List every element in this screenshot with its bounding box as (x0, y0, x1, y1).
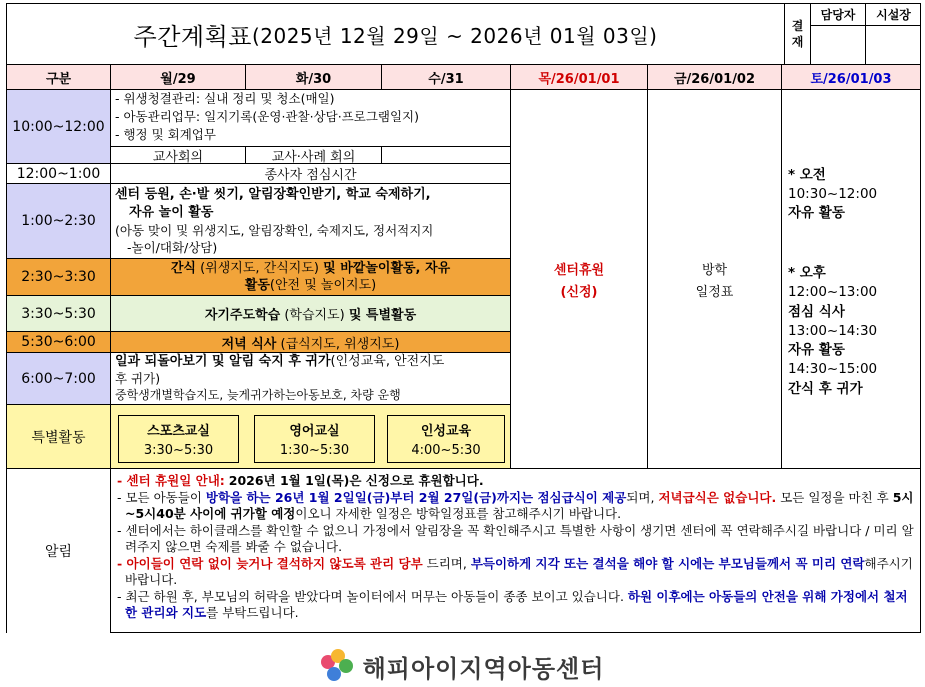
col-saturday: 토/26/01/03 (782, 65, 920, 90)
center-logo (0, 648, 925, 684)
morning-duties: - 위생청결관리: 실내 정리 및 청소(매일) - 아동관리업무: 일지기록(운영·관찰·상담·프로그램일지) - 행정 및 회계업무 (111, 90, 511, 146)
staff-lunch: 종사자 점심시간 (111, 164, 511, 184)
document-header (6, 3, 921, 65)
meeting-monday: 교사회의 (111, 146, 246, 164)
slot-10-12: 10:00~12:00 (7, 90, 111, 164)
slot-230-330: 2:30~3:30 (7, 259, 111, 296)
snack-outdoor-play: 간식 (위생지도, 간식지도) 및 바깥놀이활동, 자유 활동(안전 및 놀이지도) (111, 259, 511, 296)
table-header-row (7, 65, 920, 90)
title-main: 주간계획표 (133, 22, 252, 51)
col-friday: 금/26/01/02 (648, 65, 782, 90)
evening-wrap-up: 일과 되돌아보기 및 알림 숙지 후 귀가(인성교육, 안전지도 후 귀가) 중학생개별학습지도, 늦게귀가하는아동보호, 차량 운행 (111, 353, 511, 405)
notice-item: - 모든 아동들이 방학을 하는 26년 1월 2일일(금)부터 2월 27일(금)까지는 점심급식이 제공되며, 저녁급식은 없습니다. 모든 일정을 마친 후 5시~5시40분 사이에 귀가할 예정이오니 자세한 일정은 방학일정표를 참고해주시기 바랍니다. (117, 489, 914, 521)
notice-panel (111, 469, 920, 633)
meeting-wednesday (382, 146, 511, 164)
approval-label: 결 재 (785, 4, 811, 64)
special-character-class: 인성교육 4:00~5:30 (387, 415, 505, 463)
col-tuesday: 화/30 (246, 65, 382, 90)
thursday-closed: 센터휴원 (신정) (511, 90, 648, 469)
col-monday: 월/29 (111, 65, 246, 90)
notice-item: - 센터 휴원일 안내: 2026년 1월 1일(목)은 신정으로 휴원합니다. (117, 473, 484, 488)
approver-staff: 담당자 (811, 4, 866, 64)
meeting-tuesday: 교사·사례 회의 (246, 146, 382, 164)
weekly-schedule-table (6, 64, 921, 633)
approver-director: 시설장 (866, 4, 921, 64)
slot-330-530: 3:30~5:30 (7, 296, 111, 332)
slot-1-230: 1:00~2:30 (7, 184, 111, 259)
slot-special: 특별활동 (7, 405, 111, 469)
notice-item: - 센터에서는 하이클래스를 확인할 수 없으니 가정에서 알림장을 꼭 확인해주시고 특별한 사항이 생기면 센터에 꼭 연락해주시길 바랍니다 / 미리 알려주지 않으면 숙제를 봐줄 수 없습니다. (117, 522, 914, 554)
center-name: 해피아이지역아동센터 (362, 654, 605, 683)
special-english-class: 영어교실 1:30~5:30 (254, 415, 375, 463)
col-wednesday: 수/31 (382, 65, 511, 90)
approval-box (784, 4, 920, 64)
friday-vacation: 방학 일정표 (648, 90, 782, 469)
afternoon-activities: 센터 등원, 손·발 씻기, 알림장확인받기, 학교 숙제하기, 자유 놀이 활동 (아동 맞이 및 위생지도, 알림장확인, 숙제지도, 정서적지지 -놀이/대화/상담) (111, 184, 511, 259)
special-sports-class: 스포츠교실 3:30~5:30 (118, 415, 239, 463)
col-thursday: 목/26/01/01 (511, 65, 648, 90)
center-logo-icon (321, 649, 355, 683)
notice-item: - 아이들이 연락 없이 늦거나 결석하지 않도록 관리 당부 드리며, 부득이하게 지각 또는 결석을 해야 할 시에는 부모님들께서 꼭 미리 연락해주시기 바랍니다. (117, 555, 913, 587)
saturday-schedule: * 오전 10:30~12:00 자유 활동 * 오후 12:00~13:00 점심 식사 13:00~14:30 자유 활동 14:30~15:00 간식 후 귀가 (782, 90, 920, 469)
self-study: 자기주도학습 (학습지도) 및 특별활동 (111, 296, 511, 332)
slot-6-7: 6:00~7:00 (7, 353, 111, 405)
notice-item: - 최근 하원 후, 부모님의 허락을 받았다며 놀이터에서 머무는 아동들이 종종 보이고 있습니다. 하원 이후에는 아동들의 안전을 위해 가정에서 철저한 관리와 지도를 부탁드립니다. (117, 588, 908, 620)
slot-530-6: 5:30~6:00 (7, 332, 111, 353)
dinner: 저녁 식사 (급식지도, 위생지도) (111, 332, 511, 353)
page-title (7, 4, 784, 64)
title-date-range: (2025년 12월 29일 ~ 2026년 01월 03일) (251, 23, 658, 48)
col-category: 구분 (7, 65, 111, 90)
slot-12-1: 12:00~1:00 (7, 164, 111, 184)
slot-notice: 알림 (7, 469, 111, 633)
